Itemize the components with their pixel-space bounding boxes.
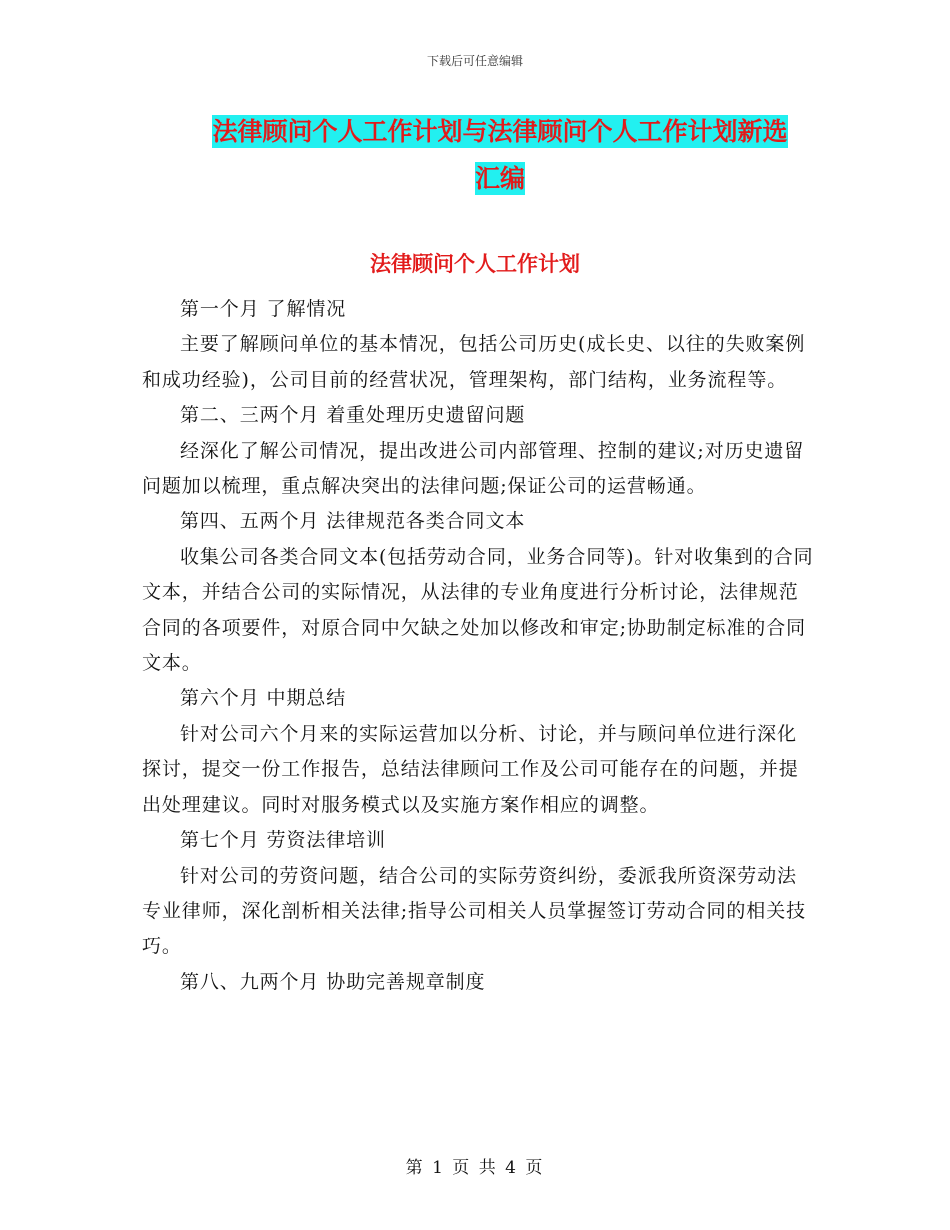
page-number: 第 1 页 共 4 页: [405, 1158, 545, 1178]
document-title: [190, 108, 810, 202]
paragraph-month-7-heading: 第七个月 劳资法律培训: [180, 829, 386, 852]
paragraph-month-4-5-body: 收集公司各类合同文本(包括劳动合同，业务合同等)。针对收集到的合同文本，并结合公司的实际情况，从法律的专业角度进行分析讨论，法律规范合同的各项要件，对原合同中欠缺之处加以修改和审定;协助制定标准的合同文本。: [142, 545, 814, 675]
document-title-line-1: 法律顾问个人工作计划与法律顾问个人工作计划新选: [212, 117, 788, 146]
paragraph-month-8-9-heading: 第八、九两个月 协助完善规章制度: [180, 970, 486, 993]
document-title-line-2: 汇编: [474, 164, 525, 193]
paragraph-month-1-body: 主要了解顾问单位的基本情况，包括公司历史(成长史、以往的失败案例和成功经验)，公司目前的经营状况，管理架构，部门结构，业务流程等。: [142, 333, 806, 391]
paragraph-month-2-3-body: 经深化了解公司情况，提出改进公司内部管理、控制的建议;对历史遗留问题加以梳理，重点解决突出的法律问题;保证公司的运营畅通。: [142, 439, 805, 498]
document-body: [142, 292, 814, 1000]
section-title: 法律顾问个人工作计划: [370, 252, 580, 276]
paragraph-month-7-body: 针对公司的劳资问题，结合公司的实际劳资纠纷，委派我所资深劳动法专业律师，深化剖析相关法律;指导公司相关人员掌握签订劳动合同的相关技巧。: [142, 864, 807, 958]
paragraph-month-6-heading: 第六个月 中期总结: [180, 687, 347, 710]
paragraph-month-6-body: 针对公司六个月来的实际运营加以分析、讨论，并与顾问单位进行深化探讨，提交一份工作报告，总结法律顾问工作及公司可能存在的问题，并提出处理建议。同时对服务模式以及实施方案作相应的调整。: [142, 722, 799, 816]
paragraph-month-1-heading: 第一个月 了解情况: [180, 298, 347, 320]
paragraph-month-4-5-heading: 第四、五两个月 法律规范各类合同文本: [180, 510, 526, 533]
paragraph-month-2-3-heading: 第二、三两个月 着重处理历史遗留问题: [180, 404, 526, 427]
page-header-note: 下载后可任意编辑: [426, 54, 523, 68]
